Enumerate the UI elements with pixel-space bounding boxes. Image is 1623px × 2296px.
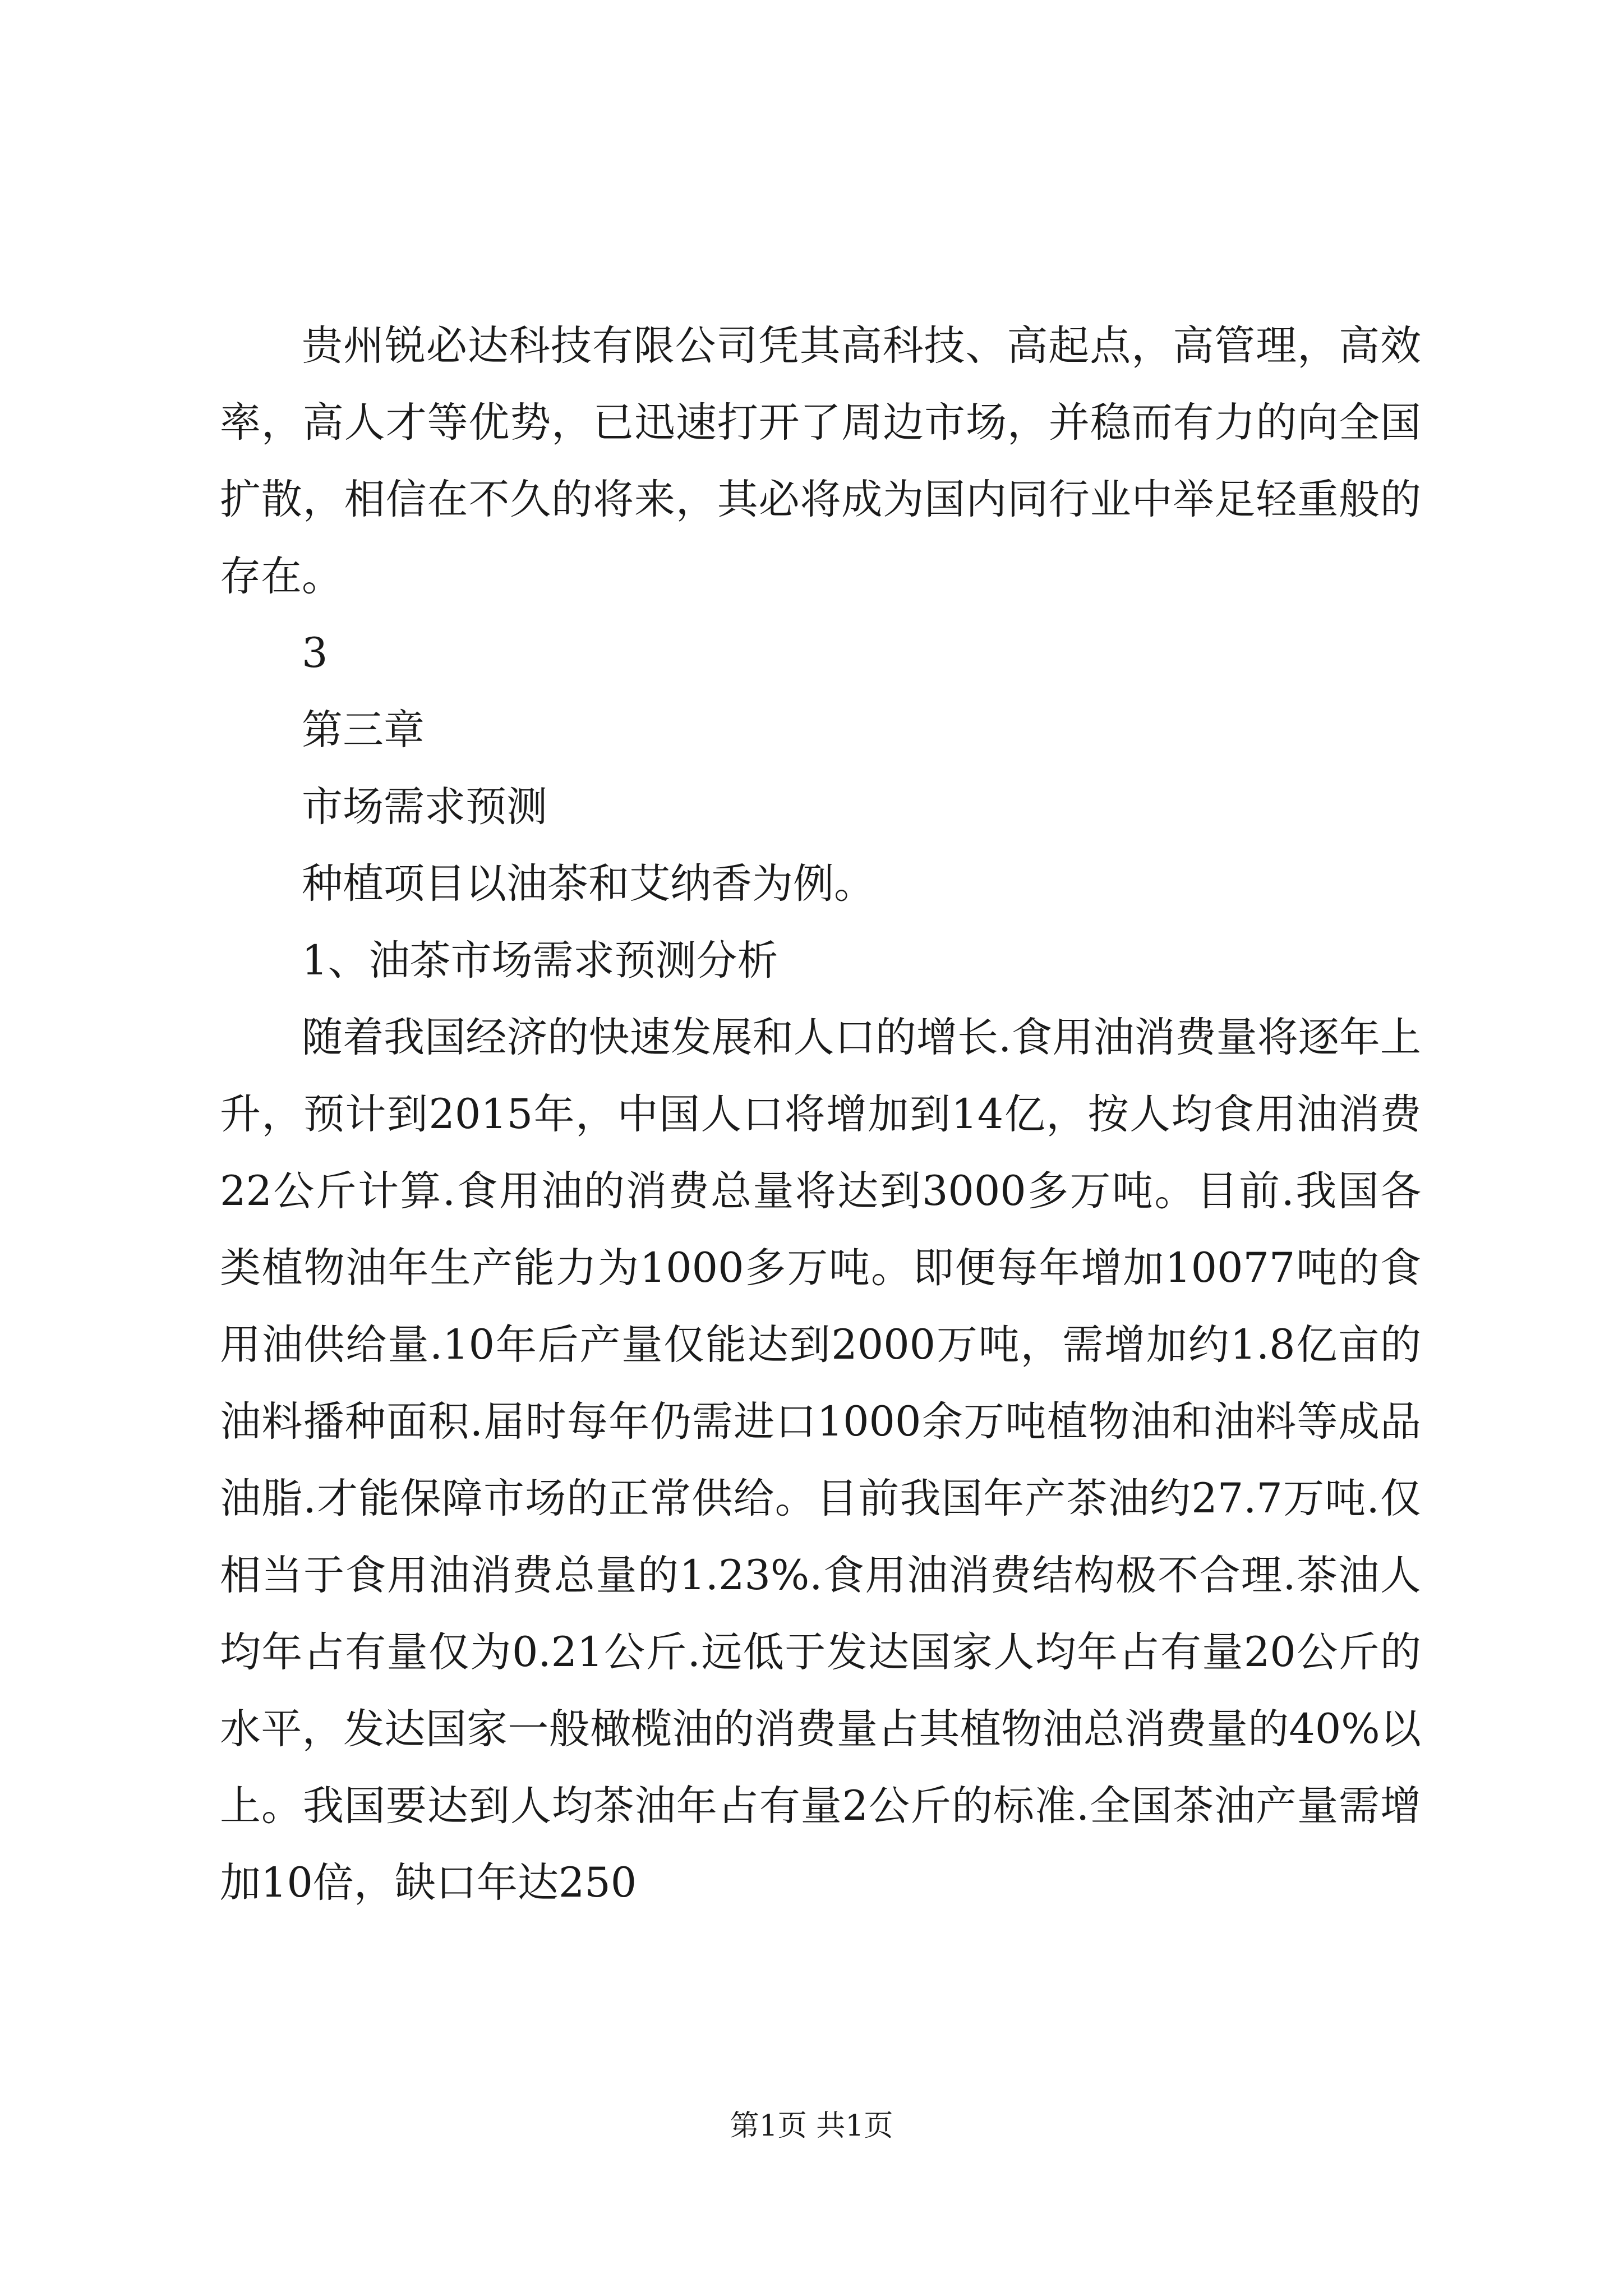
- chapter-heading: 第三章: [302, 706, 425, 754]
- document-body: [220, 307, 1421, 1921]
- page-footer: 第1页 共1页: [730, 2109, 893, 2143]
- paragraph-market-analysis: 随着我国经济的快速发展和人口的增长.食用油消费量将逐年上升，预计到2015年，中国人口将增加到14亿，按人均食用油消费22公斤计算.食用油的消费总量将达到3000多万吨。目前.我国各类植物油年生产能力为1000多万吨。即便每年增加10077吨的食用油供给量.10年后产量仅能达到2000万吨，需增加约1.8亿亩的油料播种面积.届时每年仍需进口1000余万吨植物油和油料等成品油脂.才能保障市场的正常供给。目前我国年产茶油约27.7万吨.仅相当于食用油消费总量的1.23%.食用油消费结构极不合理.茶油人均年占有量仅为0.21公斤.远低于发达国家人均年占有量20公斤的水平，发达国家一般橄榄油的消费量占其植物油总消费量的40%以上。我国要达到人均茶油年占有量2公斤的标准.全国茶油产量需增加10倍，缺口年达250: [220, 1014, 1421, 1907]
- chapter-title: 市场需求预测: [302, 783, 547, 831]
- paragraph-planting-example: 种植项目以油茶和艾纳香为例。: [302, 860, 875, 908]
- page-number-marker: 3: [302, 629, 328, 677]
- paragraph-company-intro: 贵州锐必达科技有限公司凭其高科技、高起点，高管理，高效率，高人才等优势，已迅速打开了周边市场，并稳而有力的向全国扩散，相信在不久的将来，其必将成为国内同行业中举足轻重般的存在。: [220, 322, 1421, 600]
- section-heading: 1、油茶市场需求预测分析: [302, 937, 778, 984]
